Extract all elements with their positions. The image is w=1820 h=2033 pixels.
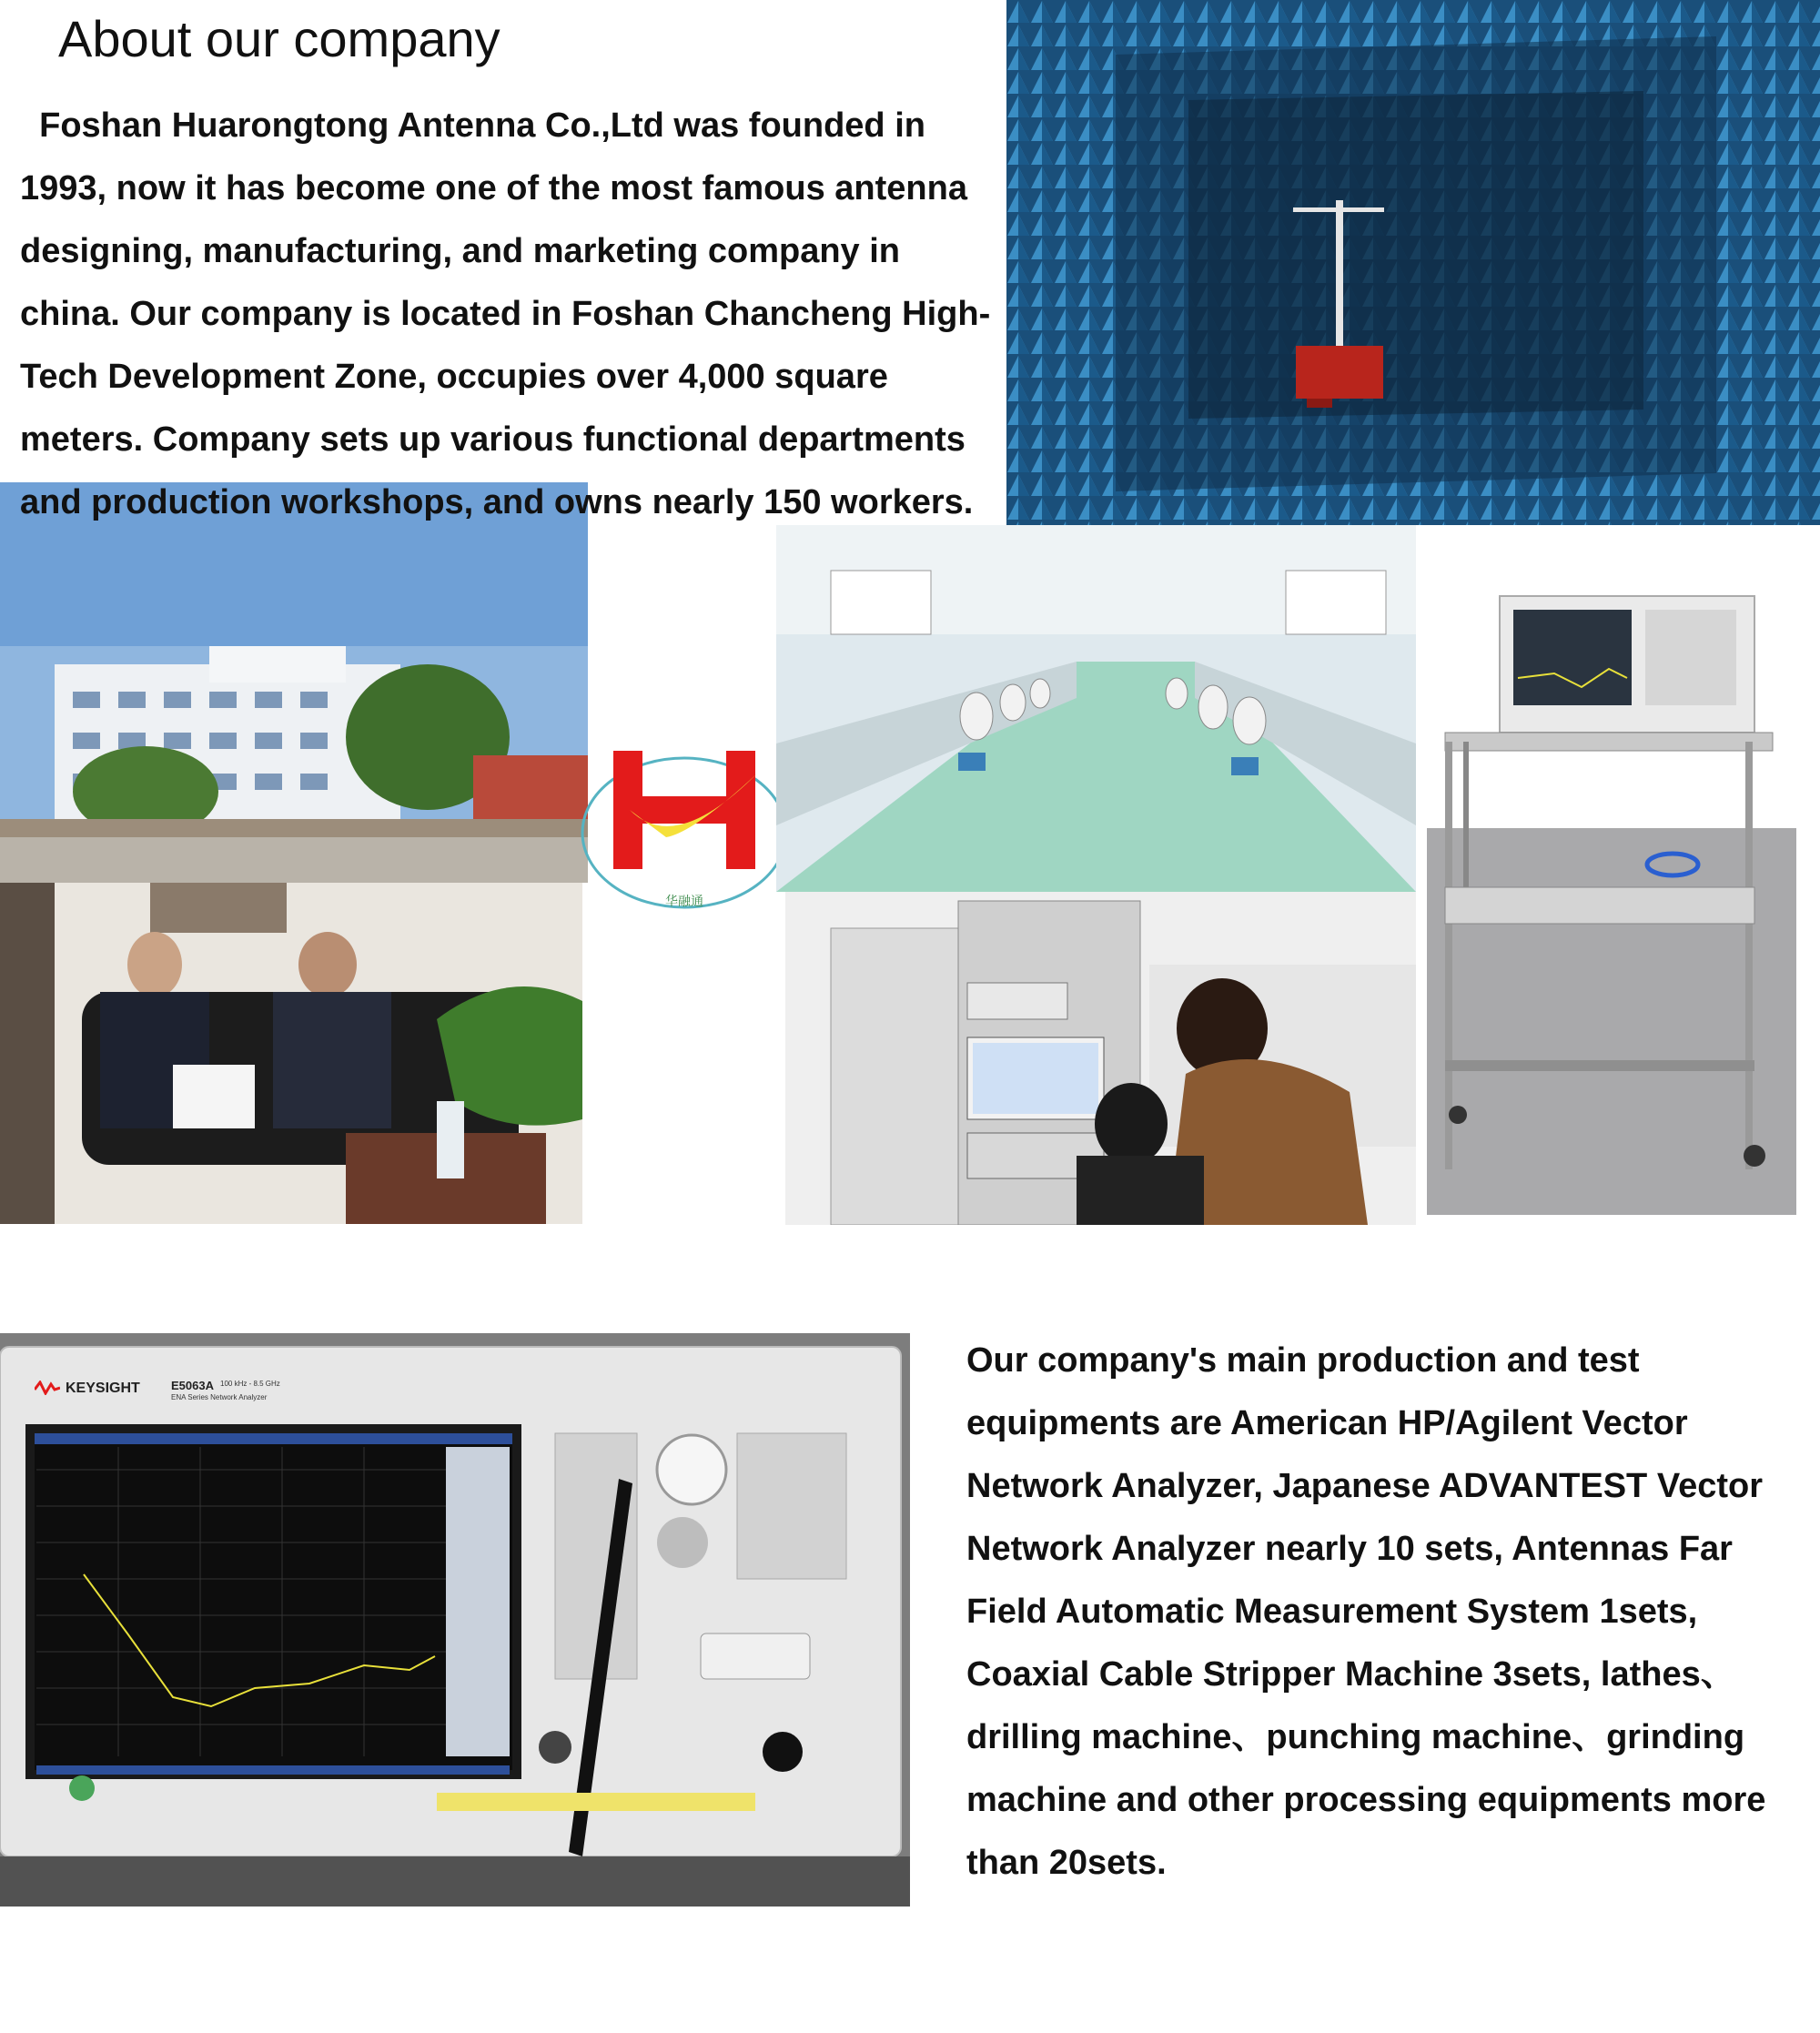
- production-workshop-photo: [776, 525, 1416, 892]
- network-analyzer-photo: [0, 1333, 910, 1907]
- company-intro-text: Foshan Huarongtong Antenna Co.,Ltd was founded in 1993, now it has become one of the most famous antenna designing, manufacturing, and marketing company in china. Our company is located in Foshan Chancheng High-Tech Development Zone, occupies over 4,000 square meters. Company sets up various functional departments and production workshops, and owns nearly 150 workers.: [20, 106, 991, 521]
- page-title: About our company: [58, 10, 500, 67]
- analyzer-brand: KEYSIGHT: [66, 1381, 140, 1396]
- analyzer-model-range: 100 kHz - 8.5 GHz: [220, 1380, 280, 1388]
- equipment-text: Our company's main production and test equipments are American HP/Agilent Vector Network Analyzer, Japanese ADVANTEST Vector Network Analyzer nearly 10 sets, Antennas Far Field Automatic Measurement System 1sets, Coaxial Cable Stripper Machine 3sets, lathes、drilling machine、punching machine、grinding machine and other processing equipments more than 20sets.: [966, 1341, 1766, 1882]
- analyzer-model-desc: ENA Series Network Analyzer: [171, 1393, 268, 1401]
- analyzer-model: E5063A: [171, 1379, 214, 1392]
- factory-building-photo: [0, 482, 588, 883]
- business-meeting-photo: [0, 883, 582, 1224]
- test-lab-photo: [785, 892, 1416, 1225]
- analyzer-trolley-photo: [1427, 587, 1796, 1215]
- keysight-logo-icon: [35, 1381, 60, 1395]
- logo-subtext: 华融通: [665, 895, 703, 909]
- company-logo: [575, 746, 794, 919]
- anechoic-chamber-photo: [1006, 0, 1820, 525]
